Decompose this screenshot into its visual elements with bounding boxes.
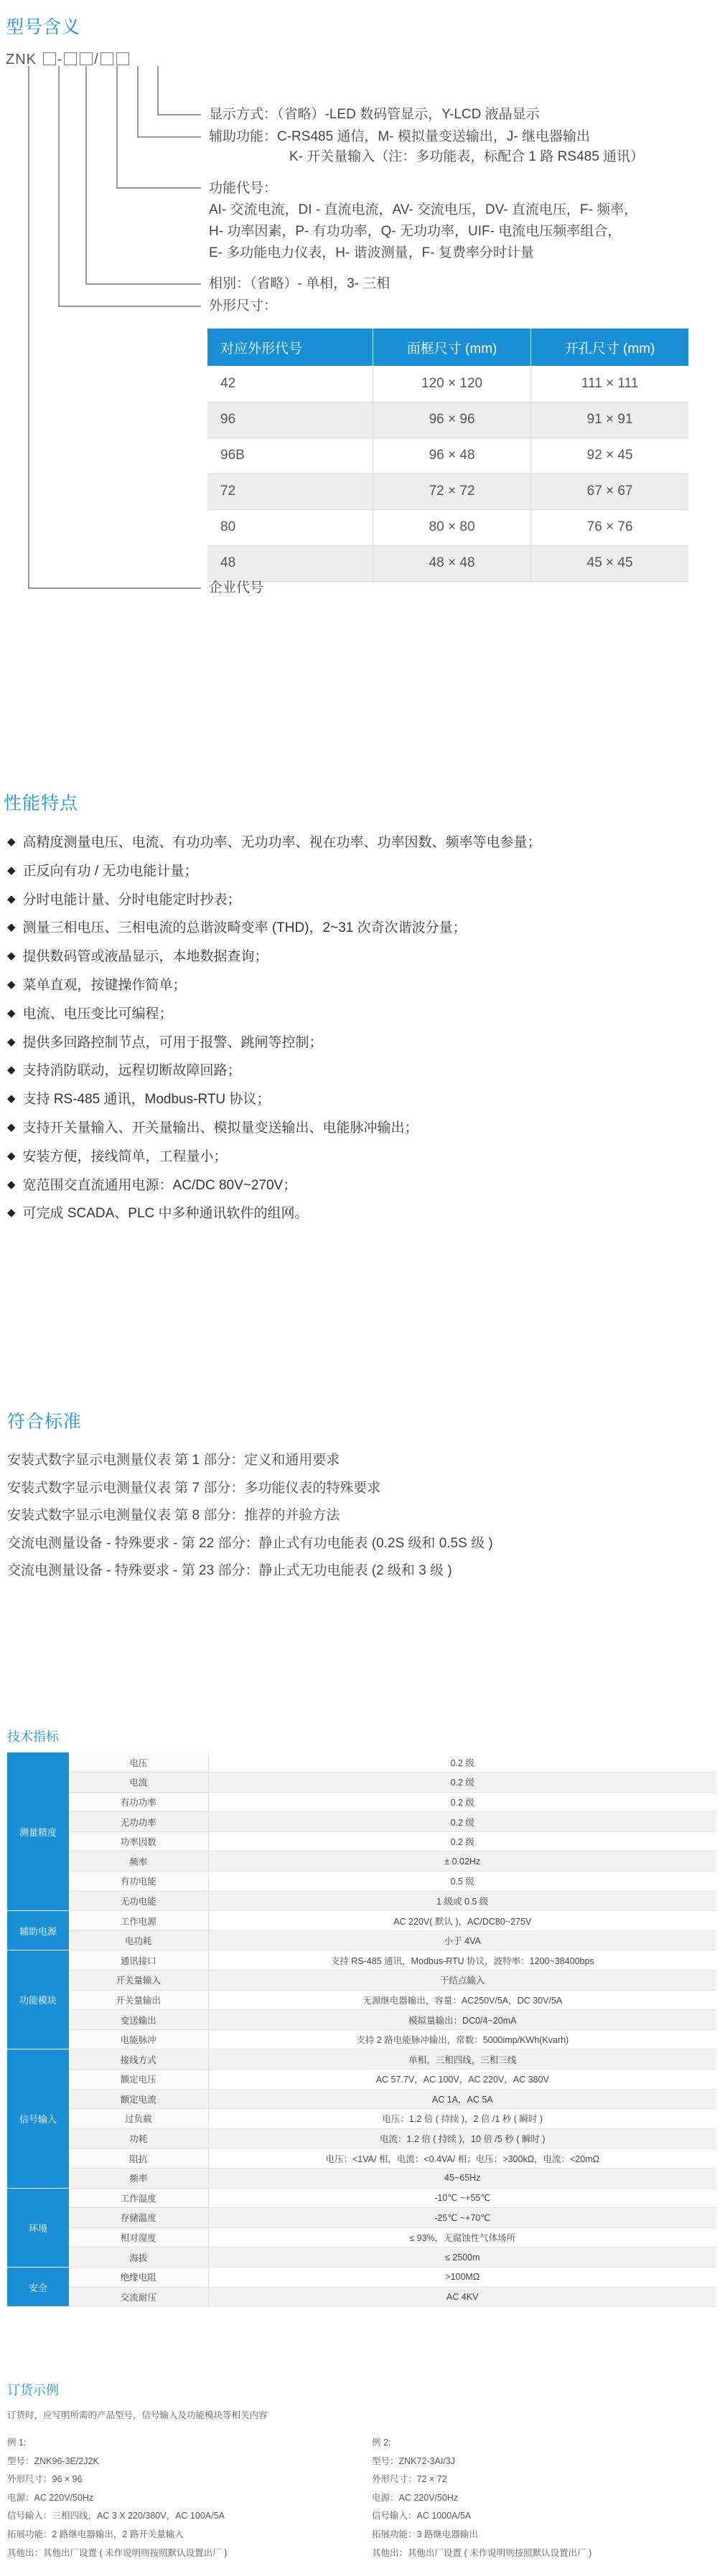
- list-item: ◆ 菜单直观，按键操作简单；: [7, 971, 541, 1000]
- spec-value: ≤ 2500m: [208, 2247, 716, 2268]
- spec-name: 过负载: [69, 2109, 208, 2129]
- spec-value: 电压：1.2 倍 ( 持续 )，2 倍 /1 秒 ( 瞬时 ): [208, 2109, 716, 2129]
- spec-value: AC 1A，AC 5A: [208, 2089, 716, 2109]
- table-row: [7, 2208, 716, 2228]
- spec-value: -10℃ ~+55℃: [208, 2188, 716, 2208]
- order-example-2: [372, 2434, 591, 2562]
- list-item: 交流电测量设备 - 特殊要求 - 第 23 部分：静止式无功电能表 (2 级和 3 级 ): [7, 1563, 452, 1578]
- spec-name: 有功电能: [69, 1872, 208, 1892]
- example-line: 电源：AC 220V/50Hz: [372, 2492, 459, 2503]
- table-row: [207, 509, 688, 545]
- cell: 72: [207, 473, 373, 509]
- order-example-1: [7, 2434, 227, 2562]
- table-row: [7, 2227, 716, 2247]
- list-item: ◆ 安装方便，接线简单，工程量小；: [7, 1143, 541, 1171]
- spec-name: 工作温度: [69, 2188, 208, 2208]
- spec-value: 0.2 级: [208, 1792, 716, 1812]
- table-row: [7, 2070, 716, 2090]
- spec-value: AC 57.7V，AC 100V，AC 220V，AC 380V: [208, 2070, 716, 2090]
- spec-name: 交流耐压: [69, 2287, 208, 2307]
- display-mode-desc: [209, 105, 540, 125]
- model-code-prefix: ZNK: [6, 52, 37, 67]
- spec-value: ≤ 93%，无腐蚀性气体场所: [208, 2227, 716, 2247]
- spec-name: 工作电源: [69, 1911, 208, 1931]
- spec-name: 电流: [69, 1773, 208, 1793]
- size-table: [207, 329, 688, 582]
- phase-desc: 相别：（省略）- 单相，3- 三相: [209, 276, 390, 291]
- table-row: [207, 473, 688, 509]
- cell: 80: [207, 509, 373, 545]
- spec-value: 45~65Hz: [208, 2168, 716, 2188]
- function-code-line-2: AI- 交流电流，DI - 直流电流，AV- 交流电压，DV- 直流电压，F- 频率，: [209, 202, 638, 217]
- spec-name: 开关量输入: [69, 1971, 208, 1991]
- list-item: ◆ 分时电能计量、分时电能定时抄表；: [7, 886, 541, 915]
- spec-name: 电功耗: [69, 1930, 208, 1950]
- example-line: 例 2:: [372, 2438, 391, 2448]
- spec-value: 支持 2 路电能脉冲输出，常数：5000imp/KWh(Kvarh): [208, 2029, 716, 2049]
- size-col-frame: 面框尺寸 (mm): [373, 329, 530, 366]
- example-line: 外形尺寸：72 × 72: [372, 2474, 447, 2485]
- table-row: [7, 1971, 716, 1991]
- list-item: ◆ 支持开关量输入、开关量输出、模拟量变送输出、电能脉冲输出；: [7, 1114, 541, 1143]
- spec-name: 频率: [69, 1851, 208, 1872]
- list-item: ◆ 支持消防联动，远程切断故障回路；: [7, 1057, 541, 1085]
- list-item: 安装式数字显示电测量仪表 第 8 部分：推荐的并验方法: [7, 1508, 340, 1523]
- spec-value: -25℃ ~+70℃: [208, 2208, 716, 2228]
- code-separator: -: [57, 52, 63, 67]
- spec-name: 存储温度: [69, 2208, 208, 2228]
- table-row: [7, 2049, 716, 2070]
- group-label: 安全: [7, 2267, 69, 2306]
- list-item: ◆ 提供数码管或液晶显示，本地数据查询；: [7, 943, 541, 971]
- function-code-line-3: H- 功率因素，P- 有功功率，Q- 无功功率，UIF- 电流电压频率组合，: [209, 224, 622, 239]
- standards-list: [7, 1447, 493, 1585]
- spec-value: 单相，三相四线，三相三线: [208, 2049, 716, 2070]
- example-line: 信号输入：三相四线，AC 3 X 220/380V，AC 100A/5A: [7, 2511, 225, 2521]
- model-section-title: 型号含义: [6, 16, 81, 37]
- cell: 120 × 120: [373, 366, 530, 402]
- features-list: [7, 829, 541, 1228]
- list-item: 安装式数字显示电测量仪表 第 7 部分：多功能仪表的特殊要求: [7, 1480, 381, 1496]
- example-line: 例 1:: [7, 2438, 27, 2448]
- spec-name: 无功电能: [69, 1891, 208, 1911]
- table-row: [7, 2148, 716, 2169]
- cell: 72 × 72: [373, 473, 530, 509]
- list-item: 安装式数字显示电测量仪表 第 1 部分：定义和通用要求: [7, 1453, 340, 1468]
- table-row: [7, 2188, 716, 2208]
- table-row: [7, 2287, 716, 2307]
- spec-value: 0.2 级: [208, 1752, 716, 1773]
- table-row: [207, 366, 688, 402]
- spec-value: 1 级或 0.5 级: [208, 1891, 716, 1911]
- spec-name: 相对湿度: [69, 2227, 208, 2247]
- cell: 42: [207, 366, 373, 402]
- group-label: 环境: [7, 2188, 69, 2267]
- cell: 96B: [207, 438, 373, 473]
- table-row: [7, 1831, 716, 1851]
- spec-value: 0.2 级: [208, 1773, 716, 1793]
- table-row: [7, 1911, 716, 1931]
- table-row: [7, 1872, 716, 1892]
- example-line: 型号：ZNK72-3AI/3J: [372, 2455, 456, 2466]
- spec-name: 频率: [69, 2168, 208, 2188]
- example-line: 拓展功能：3 路继电器输出: [372, 2529, 478, 2539]
- cell: 67 × 67: [531, 473, 688, 509]
- features-section-title: 性能特点: [4, 793, 79, 813]
- spec-name: 无功功率: [69, 1812, 208, 1832]
- cell: 48: [207, 545, 373, 581]
- order-intro: 订货时，应写明所需的产品型号，信号输入及功能模块等相关内容: [7, 2410, 268, 2420]
- example-line: 电源：AC 220V/50Hz: [7, 2492, 94, 2503]
- cell: 96: [207, 402, 373, 438]
- table-row: [7, 1950, 716, 1971]
- cell: 48 × 48: [373, 545, 530, 581]
- tech-section-title: 技术指标: [7, 1730, 59, 1745]
- table-row: [7, 2089, 716, 2109]
- group-label: 辅助电源: [7, 1911, 69, 1950]
- spec-value: >100MΩ: [208, 2267, 716, 2287]
- size-label: 外形尺寸：: [209, 298, 278, 313]
- table-row: [7, 1773, 716, 1793]
- cell: 96 × 96: [373, 402, 530, 438]
- example-line: 信号输入：AC 1000A/5A: [372, 2511, 472, 2521]
- cell: 76 × 76: [531, 509, 688, 545]
- cell: 91 × 91: [531, 402, 688, 438]
- spec-value: ± 0.02Hz: [208, 1851, 716, 1872]
- tech-spec-table: [7, 1752, 716, 2307]
- size-col-hole: 开孔尺寸 (mm): [531, 329, 688, 366]
- spec-name: 电压: [69, 1752, 208, 1773]
- group-label: 功能模块: [7, 1950, 69, 2049]
- table-row: [7, 1930, 716, 1950]
- table-row: [7, 2168, 716, 2188]
- aux-function-desc: [209, 127, 644, 167]
- list-item: ◆ 电流、电压变比可编程；: [7, 1000, 541, 1029]
- list-item: ◆ 支持 RS-485 通讯，Modbus-RTU 协议；: [7, 1085, 541, 1114]
- spec-value: 支持 RS-485 通讯，Modbus-RTU 协议，波特率：1200~38400bps: [208, 1950, 716, 1971]
- code-slash: /: [94, 52, 99, 67]
- function-code-desc: [209, 178, 637, 264]
- group-label: 信号输入: [7, 2049, 69, 2188]
- spec-name: 接线方式: [69, 2049, 208, 2070]
- spec-name: 功耗: [69, 2128, 208, 2148]
- table-row: [7, 2128, 716, 2148]
- spec-name: 有功功率: [69, 1792, 208, 1812]
- table-row: [7, 1792, 716, 1812]
- cell: 111 × 111: [531, 366, 688, 402]
- spec-name: 电能脉冲: [69, 2029, 208, 2049]
- table-row: [7, 2247, 716, 2268]
- table-row: [7, 1851, 716, 1872]
- table-row: [207, 402, 688, 438]
- table-row: [7, 2010, 716, 2030]
- spec-name: 开关量输出: [69, 1990, 208, 2010]
- list-item: 交流电测量设备 - 特殊要求 - 第 22 部分：静止式有功电能表 (0.2S 级和 0.5S 级 ): [7, 1535, 493, 1551]
- order-section-title: 订货示例: [7, 2383, 59, 2398]
- table-row: [7, 2267, 716, 2287]
- table-row: [7, 2029, 716, 2049]
- spec-name: 绝缘电阻: [69, 2267, 208, 2287]
- function-code-line-1: 功能代号：: [209, 181, 278, 196]
- spec-value: 0.5 级: [208, 1872, 716, 1892]
- table-row: [7, 1990, 716, 2010]
- spec-name: 额定电压: [69, 2070, 208, 2090]
- list-item: ◆ 高精度测量电压、电流、有功功率、无功功率、视在功率、功率因数、频率等电参量；: [7, 829, 541, 857]
- list-item: ◆ 可完成 SCADA、PLC 中多种通讯软件的组网。: [7, 1199, 541, 1228]
- spec-value: 干结点输入: [208, 1971, 716, 1991]
- example-line: 外形尺寸：96 × 96: [7, 2474, 83, 2485]
- table-row: [7, 2109, 716, 2129]
- cell: 45 × 45: [531, 545, 688, 581]
- example-line: 其他出：其他出厂设置 ( 未作说明则按照默认设置出厂 ): [372, 2547, 592, 2558]
- function-code-line-4: E- 多功能电力仪表，H- 谐波测量，F- 复费率分时计量: [209, 245, 534, 260]
- spec-name: 变送输出: [69, 2010, 208, 2030]
- example-line: 其他出：其他出厂设置 ( 未作说明则按照默认设置出厂 ): [7, 2547, 228, 2558]
- spec-name: 功率因数: [69, 1831, 208, 1851]
- spec-value: 电流：1.2 倍 ( 持续 )，10 倍 /5 秒 ( 瞬时 ): [208, 2128, 716, 2148]
- spec-value: 电压：<1VA/ 相，电流：<0.4VA/ 相；电压：>300kΩ，电流：<20mΩ: [208, 2148, 716, 2169]
- cell: 80 × 80: [373, 509, 530, 545]
- group-label: 测量精度: [7, 1752, 69, 1911]
- spec-value: AC 4KV: [208, 2287, 716, 2307]
- spec-name: 额定电流: [69, 2089, 208, 2109]
- spec-value: 小于 4VA: [208, 1930, 716, 1950]
- example-line: 拓展功能：2 路继电器输出，2 路开关量输入: [7, 2529, 184, 2539]
- spec-name: 阻抗: [69, 2148, 208, 2169]
- size-table-header: [207, 329, 688, 366]
- table-row: [7, 1891, 716, 1911]
- spec-value: 无源继电器输出，容量：AC250V/5A，DC 30V/5A: [208, 1990, 716, 2010]
- table-row: [207, 438, 688, 473]
- company-code-label: 企业代号: [209, 580, 264, 595]
- spec-name: 海拔: [69, 2247, 208, 2268]
- list-item: ◆ 提供多回路控制节点，可用于报警、跳闸等控制；: [7, 1029, 541, 1057]
- spec-name: 通讯接口: [69, 1950, 208, 1971]
- size-col-code: 对应外形代号: [207, 329, 373, 366]
- list-item: ◆ 宽范围交直流通用电源：AC/DC 80V~270V；: [7, 1171, 541, 1200]
- list-item: ◆ 正反向有功 / 无功电能计量；: [7, 857, 541, 886]
- cell: 96 × 48: [373, 438, 530, 473]
- spec-value: 0.2 级: [208, 1831, 716, 1851]
- aux-function-line-2: K- 开关量输入（注：多功能表，标配合 1 路 RS485 通讯）: [289, 149, 645, 164]
- list-item: ◆ 测量三相电压、三相电流的总谐波畸变率 (THD)，2~31 次奇次谐波分量；: [7, 914, 541, 943]
- spec-value: 0.2 级: [208, 1812, 716, 1832]
- example-line: 型号：ZNK96-3E/2J2K: [7, 2455, 99, 2466]
- display-mode-line: 显示方式：（省略）-LED 数码管显示，Y-LCD 液晶显示: [209, 107, 540, 122]
- aux-function-line-1: 辅助功能：C-RS485 通信，M- 模拟量变送输出，J- 继电器输出: [209, 129, 590, 144]
- spec-value: AC 220V( 默认 )，AC/DC80~275V: [208, 1911, 716, 1931]
- table-row: [7, 1812, 716, 1832]
- standards-section-title: 符合标准: [7, 1411, 83, 1432]
- spec-value: 模拟量输出：DC0/4~20mA: [208, 2010, 716, 2030]
- cell: 92 × 45: [531, 438, 688, 473]
- table-row: [7, 1752, 716, 1773]
- table-row: [207, 545, 688, 581]
